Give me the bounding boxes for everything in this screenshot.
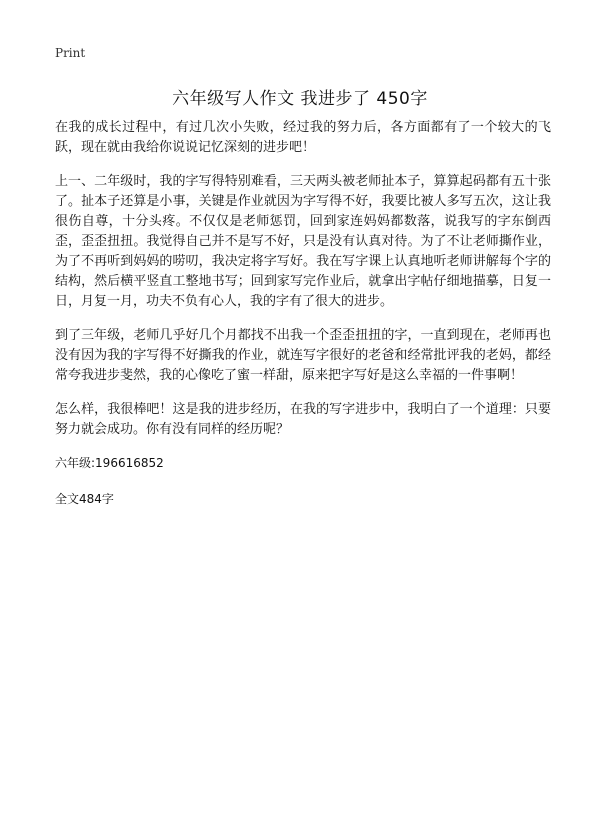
paragraph-early-grades: 上一、二年级时，我的字写得特别难看，三天两头被老师扯本子，算算起码都有五十张了。扯本子还算是小事，关键是作业就因为字写得不好，我要比被人多写五次，这让我很伤自尊，十分头疼。不仅仅是老师惩罚，回到家连妈妈都数落，说我写的字东倒西歪，歪歪扭扭。我觉得自己并不是写不好，只是没有认真对待。为了不让老师撕作业，为了不再听到妈妈的唠叨，我决定将字写好。我在写字课上认真地听老师讲解每个字的结构，然后横平竖直工整地书写；回到家写完作业后，就拿出字帖仔细地描摹，日复一日，月复一月，功夫不负有心人，我的字有了很大的进步。 — [55, 174, 551, 309]
article-body — [55, 118, 551, 526]
paragraph-third-grade: 到了三年级，老师几乎好几个月都找不出我一个歪歪扭扭的字，一直到现在，老师再也没有因为我的字写得不好撕我的作业，就连写字很好的老爸和经常批评我的老妈，都经常夸我进步斐然，我的心像吃了蜜一样甜，原来把字写好是这么幸福的一件事啊！ — [55, 328, 551, 383]
print-link[interactable]: Print — [55, 46, 86, 60]
paragraph-conclusion: 怎么样，我很棒吧！这是我的进步经历，在我的写字进步中，我明白了一个道理：只要努力就会成功。你有没有同样的经历呢？ — [55, 402, 551, 437]
article-title: 六年级写人作文 我进步了 450字 — [172, 89, 428, 109]
grade-id-label: 六年级:196616852 — [55, 456, 164, 470]
paragraph-intro: 在我的成长过程中，有过几次小失败，经过我的努力后，各方面都有了一个较大的飞跃，现在就由我给你说说记忆深刻的进步吧！ — [55, 120, 551, 155]
word-count-label: 全文484字 — [55, 492, 114, 506]
